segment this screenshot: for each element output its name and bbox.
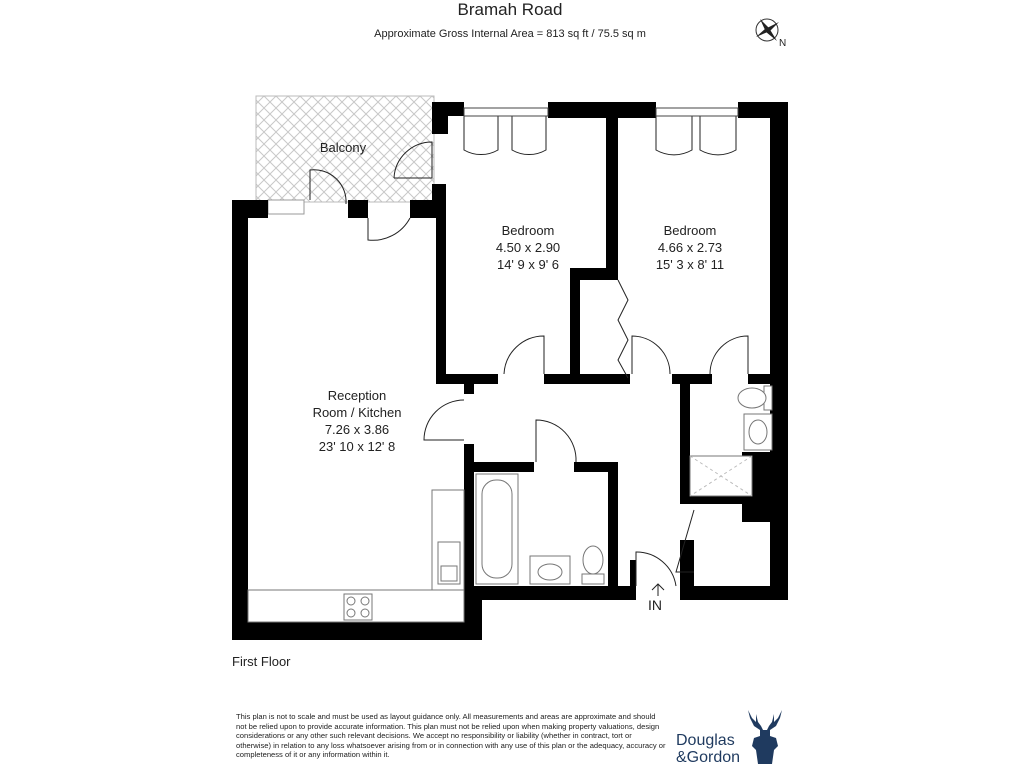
brand-name-line1: Douglas [676,732,735,749]
basin-icon [530,556,570,584]
entrance-arrow-icon [652,584,664,596]
floor-label: First Floor [232,654,291,669]
brand-name [676,732,740,766]
bedroom2-imperial: 15' 3 x 8' 11 [655,257,725,272]
compass-north-label: N [779,38,787,49]
brand-name-line2: &Gordon [676,749,741,766]
reception-metric: 7.26 x 3.86 [324,422,390,437]
reception-name-line2: Room / Kitchen [312,405,402,420]
brand-logo [676,706,786,766]
ensuite-toilet-icon [738,386,772,410]
balcony-area [256,96,434,214]
compass-icon [756,19,786,49]
bedroom1-metric: 4.50 x 2.90 [495,240,561,255]
plan-title: Bramah Road [457,0,563,19]
toilet-icon [582,546,604,584]
bedroom1-name: Bedroom [501,223,555,238]
reception-imperial: 23' 10 x 12' 8 [318,439,396,454]
disclaimer-text: This plan is not to scale and must be used as layout guidance only. All measurements and areas are approximate and should not be relied upon to provide accurate information. This plan must not be relied upon when making property valuations, design considerations or any other such relevant decisions. We accept no responsibility or liability (whether in contract, tort or otherwise) in relation to any loss whatsoever arising from or in connection with any use of this plan or the adequacy, accuracy or completeness of it or any information within it. [236,712,666,760]
hob-icon [344,594,372,620]
bedroom1-imperial: 14' 9 x 9' 6 [496,257,560,272]
bedroom2-name: Bedroom [663,223,717,238]
gross-area-subtitle: Approximate Gross Internal Area = 813 sq ft / 75.5 sq m [374,28,646,40]
balcony-label: Balcony [319,140,367,155]
ensuite-basin-icon [744,414,772,450]
bath-icon [476,474,518,584]
kitchen-sink-icon [438,542,460,584]
reception-name-line1: Reception [327,388,387,403]
entrance-label: IN [648,597,662,613]
stag-logo-icon [744,706,786,766]
shower-icon [690,456,752,496]
bedroom2-metric: 4.66 x 2.73 [657,240,723,255]
